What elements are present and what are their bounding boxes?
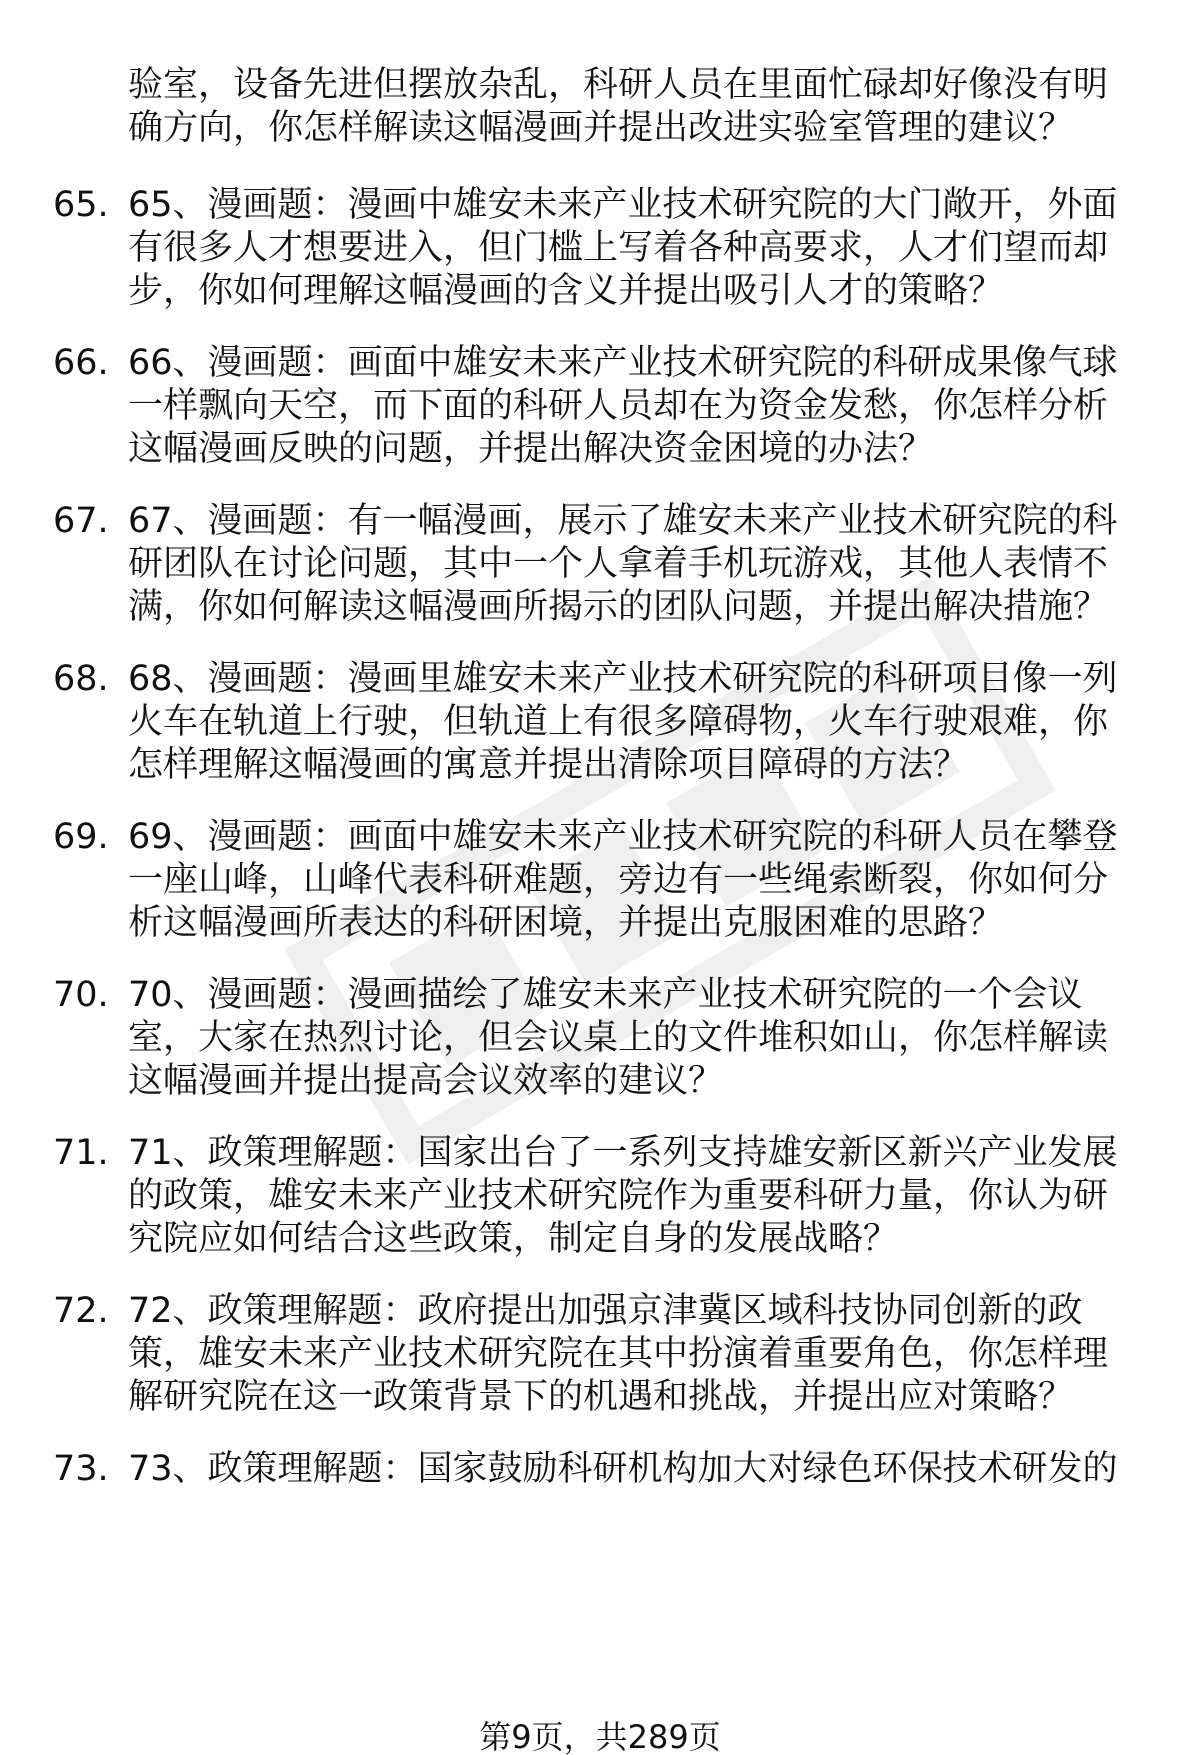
item-number-72: 72.	[53, 1291, 109, 1331]
line-66-2: 一样飘向天空，而下面的科研人员却在为资金发愁，你怎样分析	[128, 386, 1109, 426]
page-footer: 第9页，共289页	[479, 1718, 721, 1755]
line-68-3: 怎样理解这幅漫画的寓意并提出清除项目障碍的方法？	[128, 745, 969, 785]
line-69-1: 69、漫画题：画面中雄安未来产业技术研究院的科研人员在攀登	[128, 817, 1118, 857]
line-72-2: 策，雄安未来产业技术研究院在其中扮演着重要角色，你怎样理	[128, 1334, 1109, 1374]
item-number-65: 65.	[53, 185, 109, 225]
line-69-2: 一座山峰，山峰代表科研难题，旁边有一些绳索断裂，你如何分	[128, 860, 1109, 900]
item-number-66: 66.	[53, 343, 109, 383]
line-continuation-1: 验室，设备先进但摆放杂乱，科研人员在里面忙碌却好像没有明	[128, 65, 1109, 105]
line-65-3: 步，你如何理解这幅漫画的含义并提出吸引人才的策略？	[128, 271, 1004, 311]
line-67-3: 满，你如何解读这幅漫画所揭示的团队问题，并提出解决措施？	[128, 587, 1109, 627]
line-66-3: 这幅漫画反映的问题，并提出解决资金困境的办法？	[128, 429, 934, 469]
line-70-1: 70、漫画题：漫画描绘了雄安未来产业技术研究院的一个会议	[128, 975, 1083, 1015]
item-number-69: 69.	[53, 817, 109, 857]
line-66-1: 66、漫画题：画面中雄安未来产业技术研究院的科研成果像气球	[128, 343, 1118, 383]
line-70-2: 室，大家在热烈讨论，但会议桌上的文件堆积如山，你怎样解读	[128, 1018, 1109, 1058]
line-72-3: 解研究院在这一政策背景下的机遇和挑战，并提出应对策略？	[128, 1377, 1074, 1417]
item-number-67: 67.	[53, 501, 109, 541]
line-72-1: 72、政策理解题：政府提出加强京津冀区域科技协同创新的政	[128, 1291, 1083, 1331]
line-70-3: 这幅漫画并提出提高会议效率的建议？	[128, 1061, 724, 1101]
line-71-3: 究院应如何结合这些政策，制定自身的发展战略？	[128, 1219, 899, 1259]
line-65-2: 有很多人才想要进入，但门槛上写着各种高要求，人才们望而却	[128, 228, 1109, 268]
line-73-1: 73、政策理解题：国家鼓励科研机构加大对绿色环保技术研发的	[128, 1449, 1118, 1489]
line-67-2: 研团队在讨论问题，其中一个人拿着手机玩游戏，其他人表情不	[128, 544, 1109, 584]
item-number-70: 70.	[53, 975, 109, 1015]
line-67-1: 67、漫画题：有一幅漫画，展示了雄安未来产业技术研究院的科	[128, 501, 1118, 541]
item-number-68: 68.	[53, 659, 109, 699]
line-68-1: 68、漫画题：漫画里雄安未来产业技术研究院的科研项目像一列	[128, 659, 1118, 699]
line-68-2: 火车在轨道上行驶，但轨道上有很多障碍物，火车行驶艰难，你	[128, 702, 1109, 742]
line-71-2: 的政策，雄安未来产业技术研究院作为重要科研力量，你认为研	[128, 1176, 1109, 1216]
line-71-1: 71、政策理解题：国家出台了一系列支持雄安新区新兴产业发展	[128, 1133, 1118, 1173]
item-number-71: 71.	[53, 1133, 109, 1173]
line-65-1: 65、漫画题：漫画中雄安未来产业技术研究院的大门敞开，外面	[128, 185, 1118, 225]
line-continuation-2: 确方向，你怎样解读这幅漫画并提出改进实验室管理的建议？	[128, 108, 1074, 148]
item-number-73: 73.	[53, 1449, 109, 1489]
line-69-3: 析这幅漫画所表达的科研困境，并提出克服困难的思路？	[128, 903, 1004, 943]
